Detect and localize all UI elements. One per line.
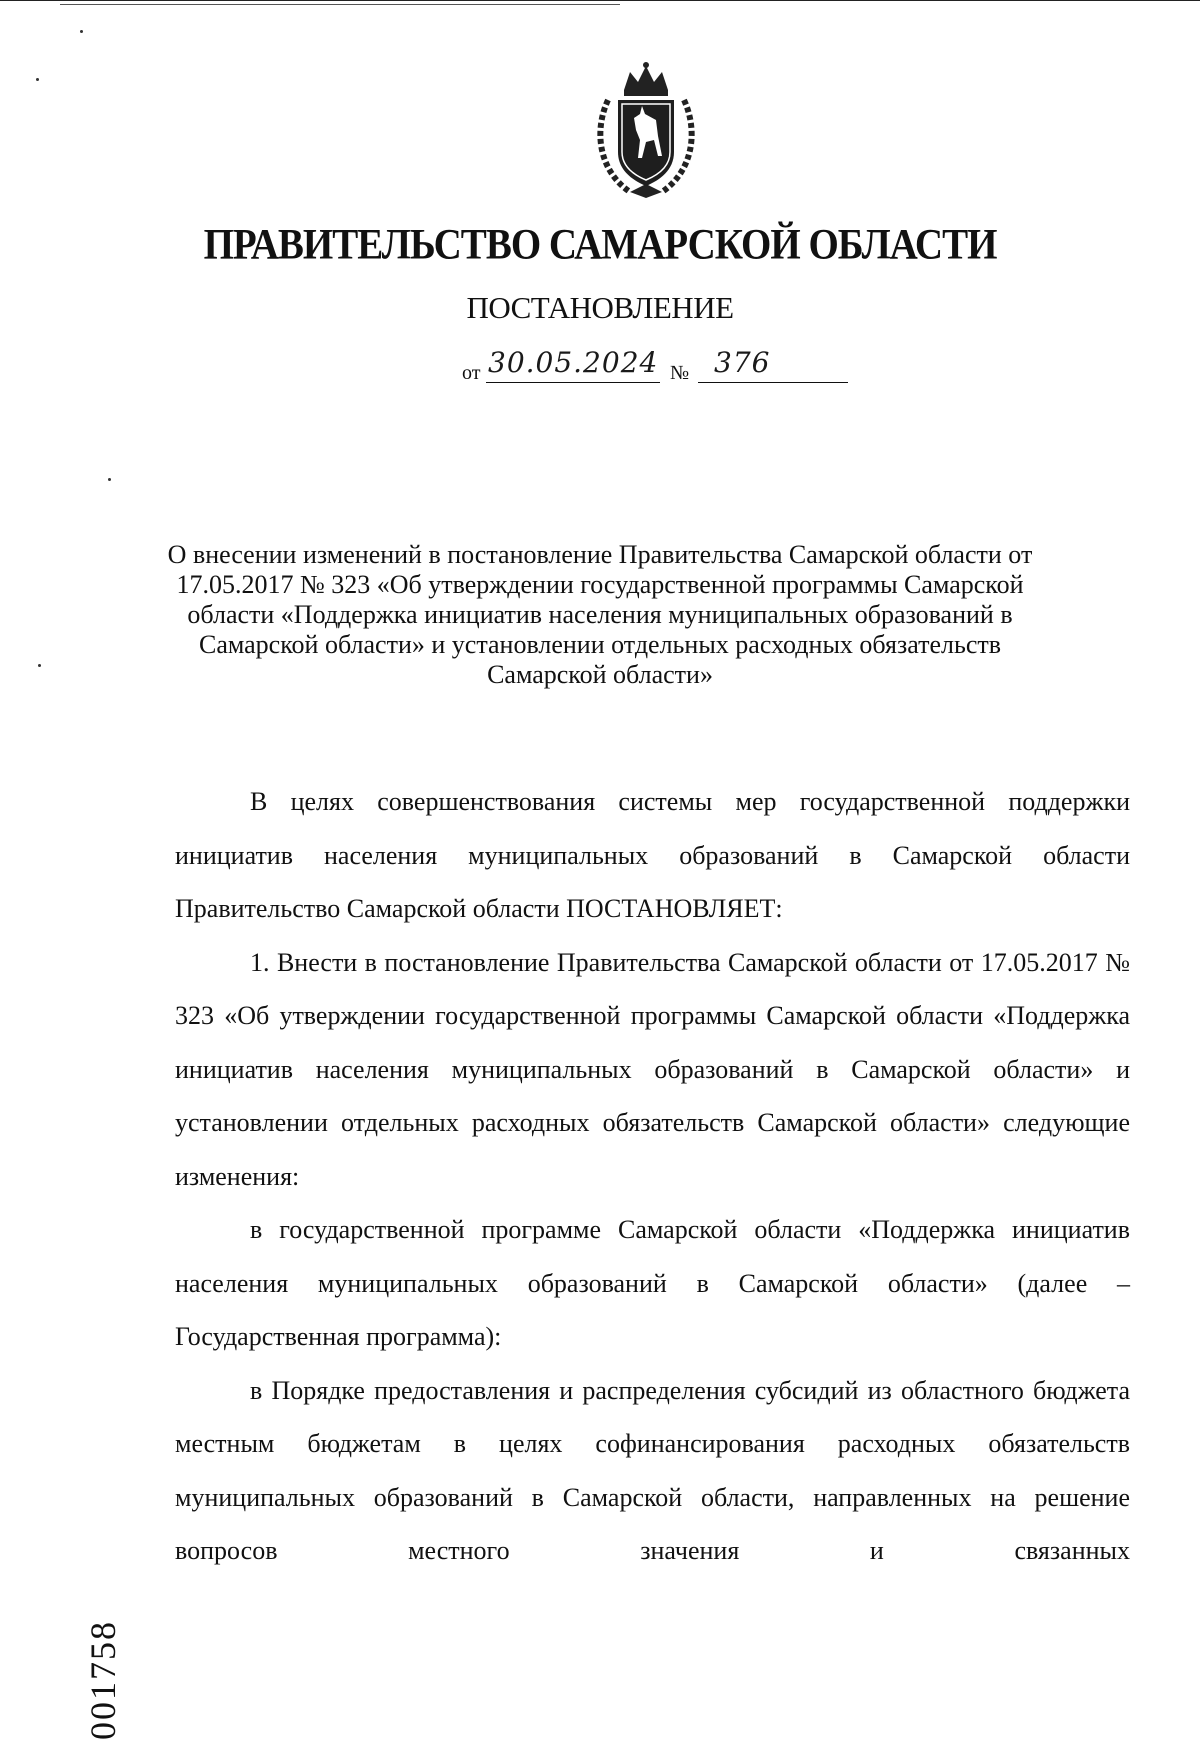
document-subject: О внесении изменений в постановление Правительства Самарской области от 17.05.2017 № 323 «Об утверждении государственной программы Самарской области «Поддержка инициатив населения муниципальных образований в Самарской области» и установлении отдельных расходных обязательств Самарской области» [167,540,1033,689]
scan-edge-line [0,0,1200,1]
number-label: № [670,362,690,384]
handwritten-date: 30.05.2024 [488,346,659,379]
date-from-label: от [462,362,481,384]
scan-speck [38,664,41,667]
date-underline [486,382,660,383]
body-paragraph: В целях совершенствования системы мер государственной поддержки инициатив населения муниципальных образований в Самарской области Правительство Самарской области ПОСТАНОВЛЯЕТ: [175,787,1130,923]
body-paragraph: 1. Внести в постановление Правительства Самарской области от 17.05.2017 № 323 «Об утверждении государственной программы Самарской области «Поддержка инициатив населения муниципальных образований в Самарской области» и установлении отдельных расходных обязательств Самарской области» следующие изменения: [175,947,1130,1191]
document-type: ПОСТАНОВЛЕНИЕ [466,290,734,325]
scan-speck [80,30,83,33]
body-paragraph: в государственной программе Самарской области «Поддержка инициатив населения муниципальных образований в Самарской области» (далее – Государственная программа): [175,1215,1130,1351]
coat-of-arms-emblem [590,60,702,200]
scan-edge-line [60,4,620,5]
document-body [175,775,1130,1578]
number-underline [698,382,848,383]
handwritten-number: 376 [714,346,771,379]
scan-speck [36,78,39,81]
side-serial-number: 001758 [83,1620,123,1740]
date-number-line [462,346,852,384]
organization-title: ПРАВИТЕЛЬСТВО САМАРСКОЙ ОБЛАСТИ [203,220,997,269]
scan-speck [108,478,111,481]
body-paragraph: в Порядке предоставления и распределения субсидий из областного бюджета местным бюджетам в целях софинансирования расходных обязательств муниципальных образований в Самарской области, направленных на решение вопросов местного значения и связанных [175,1375,1130,1565]
